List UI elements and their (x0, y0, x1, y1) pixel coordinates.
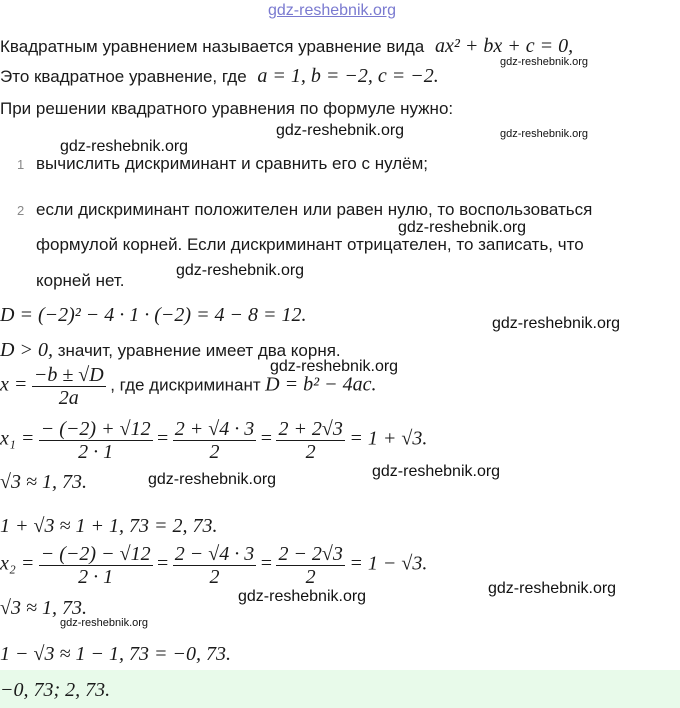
fraction-denominator: 2 (305, 566, 316, 588)
fraction-denominator: 2a (58, 387, 79, 409)
root-formula (0, 364, 376, 409)
root-formula-fraction (32, 364, 106, 409)
fraction-numerator: −b ± √D (33, 364, 104, 386)
x1-lhs: x₁ = (0, 427, 35, 450)
fraction-denominator: 2 · 1 (78, 566, 114, 588)
equals-sign: = (260, 427, 272, 450)
watermark: gdz-reshebnik.org (398, 219, 527, 236)
fraction-numerator: 2 − √4 · 3 (174, 543, 255, 565)
step-text: вычислить дискриминант и сравнить его с нулём; (36, 154, 429, 173)
answer-text: −0, 73; 2, 73. (0, 679, 111, 701)
watermark: gdz-reshebnik.org (492, 315, 621, 332)
step-text-line: если дискриминант положителен или равен нулю, то воспользоваться (36, 200, 593, 219)
watermark: gdz-reshebnik.org (176, 262, 305, 279)
equals-sign: = (157, 427, 169, 450)
x2-lhs: x₂ = (0, 552, 35, 575)
step-text-line: корней нет. (36, 271, 125, 290)
watermark-top-link[interactable]: gdz-reshebnik.org (268, 2, 397, 19)
sqrt3-approx-2: √3 ≈ 1, 73. (0, 597, 87, 619)
watermark: gdz-reshebnik.org (148, 471, 277, 488)
x1-value: 1 + √3 ≈ 1 + 1, 73 = 2, 73. (0, 515, 218, 537)
fraction-denominator: 2 (305, 441, 316, 463)
discriminant-sign: D > 0, (0, 339, 53, 361)
x1-fraction-3 (276, 418, 344, 463)
definition-formula: ax² + bx + c = 0, (434, 35, 574, 57)
fraction-denominator: 2 (209, 441, 220, 463)
step-text-line: формулой корней. Если дискриминант отрицателен, то записать, что (36, 235, 584, 254)
x2-formula (0, 543, 427, 588)
watermark: gdz-reshebnik.org (500, 128, 589, 140)
x2-value: 1 − √3 ≈ 1 − 1, 73 = −0, 73. (0, 643, 231, 665)
coefficients-text: Это квадратное уравнение, где (0, 67, 247, 86)
equals-sign: = (157, 552, 169, 575)
x2-fraction-1 (39, 543, 153, 588)
definition-text: Квадратным уравнением называется уравнение вида (0, 37, 425, 56)
discriminant-sign-text: значит, уравнение имеет два корня. (57, 341, 341, 360)
watermark: gdz-reshebnik.org (238, 588, 367, 605)
discriminant-formula: D = (−2)² − 4 · 1 · (−2) = 4 − 8 = 12. (0, 304, 307, 326)
watermark: gdz-reshebnik.org (270, 358, 399, 375)
watermark: gdz-reshebnik.org (500, 56, 589, 68)
root-formula-discriminant: D = b² − 4ac. (265, 373, 377, 396)
root-formula-where: , где дискриминант (110, 375, 261, 395)
fraction-numerator: 2 + √4 · 3 (174, 418, 255, 440)
step-number: 1 (17, 157, 25, 172)
fraction-numerator: 2 − 2√3 (278, 543, 343, 565)
x2-result: = 1 − √3. (349, 552, 428, 575)
watermark: gdz-reshebnik.org (372, 463, 501, 480)
x2-fraction-3 (276, 543, 344, 588)
x1-fraction-2 (173, 418, 256, 463)
root-formula-lhs: x = (0, 373, 28, 396)
steps-title: При решении квадратного уравнения по формуле нужно: (0, 99, 454, 118)
x2-fraction-2 (173, 543, 256, 588)
x1-fraction-1 (39, 418, 153, 463)
definition-line (0, 34, 573, 58)
watermark: gdz-reshebnik.org (60, 617, 149, 629)
watermark: gdz-reshebnik.org (276, 122, 405, 139)
fraction-numerator: 2 + 2√3 (278, 418, 343, 440)
answer-box (0, 670, 680, 708)
fraction-denominator: 2 · 1 (78, 441, 114, 463)
equals-sign: = (260, 552, 272, 575)
x1-formula (0, 418, 427, 463)
watermark: gdz-reshebnik.org (60, 138, 189, 155)
watermark: gdz-reshebnik.org (488, 580, 617, 597)
fraction-numerator: − (−2) + √12 (40, 418, 151, 440)
fraction-numerator: − (−2) − √12 (40, 543, 151, 565)
fraction-denominator: 2 (209, 566, 220, 588)
step-number: 2 (17, 203, 25, 218)
coefficients-formula: a = 1, b = −2, c = −2. (257, 65, 439, 87)
x1-result: = 1 + √3. (349, 427, 428, 450)
coefficients-line (0, 64, 439, 88)
sqrt3-approx-1: √3 ≈ 1, 73. (0, 471, 87, 493)
